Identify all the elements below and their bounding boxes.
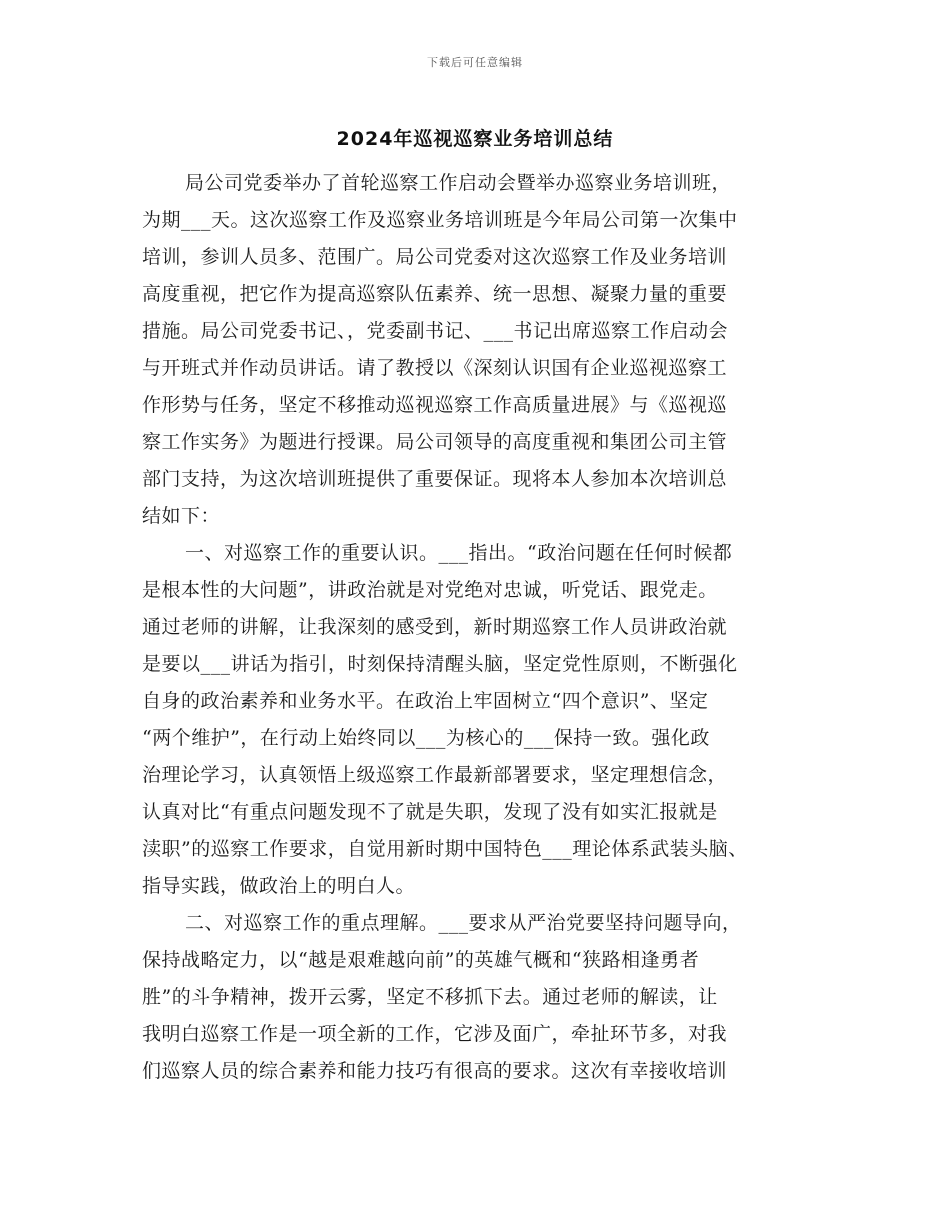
text-line: 措施。局公司党委书记、，党委副书记、___书记出席巡察工作启动会 <box>142 320 729 342</box>
text-line: 指导实践，做政治上的明白人。 <box>142 875 416 897</box>
document-body <box>142 165 814 1090</box>
text-line: 渎职”的巡察工作要求，自觉用新时期中国特色___理论体系武装头脑、 <box>142 838 748 860</box>
text-line: 一、对巡察工作的重要认识。___指出。“政治问题在任何时候都 <box>185 542 733 564</box>
text-line: 察工作实务》为题进行授课。局公司领导的高度重视和集团公司主管 <box>142 431 728 453</box>
text-line: 胜”的斗争精神，拨开云雾，坚定不移抓下去。通过老师的解读，让 <box>142 986 718 1008</box>
text-line: 与开班式并作动员讲话。请了教授以《深刻认识国有企业巡视巡察工 <box>142 357 728 379</box>
header-note: 下载后可任意编辑 <box>427 56 523 69</box>
text-line: 高度重视，把它作为提高巡察队伍素养、统一思想、凝聚力量的重要 <box>142 283 728 305</box>
text-line: 部门支持，为这次培训班提供了重要保证。现将本人参加本次培训总 <box>142 468 728 490</box>
text-line: 认真对比“有重点问题发现不了就是失职，发现了没有如实汇报就是 <box>142 801 718 823</box>
text-line: 结如下： <box>142 505 221 527</box>
text-line: 为期___天。这次巡察工作及巡察业务培训班是今年局公司第一次集中 <box>142 209 738 231</box>
text-line: 作形势与任务，坚定不移推动巡视巡察工作高质量进展》与《巡视巡 <box>142 394 728 416</box>
text-line: 自身的政治素养和业务水平。在政治上牢固树立“四个意识”、坚定 <box>142 690 709 712</box>
document-title: 2024年巡视巡察业务培训总结 <box>336 128 614 150</box>
text-line: 们巡察人员的综合素养和能力技巧有很高的要求。这次有幸接收培训 <box>142 1060 728 1082</box>
text-line: 治理论学习，认真领悟上级巡察工作最新部署要求，坚定理想信念， <box>142 764 728 786</box>
text-line: 是根本性的大问题”，讲政治就是对党绝对忠诚，听党话、跟党走。 <box>142 579 718 601</box>
text-line: 培训，参训人员多、范围广。局公司党委对这次巡察工作及业务培训 <box>142 246 728 268</box>
text-line: 通过老师的讲解，让我深刻的感受到，新时期巡察工作人员讲政治就 <box>142 616 728 638</box>
text-line: 我明白巡察工作是一项全新的工作，它涉及面广，牵扯环节多，对我 <box>142 1023 728 1045</box>
text-line: 局公司党委举办了首轮巡察工作启动会暨举办巡察业务培训班， <box>185 172 732 194</box>
text-line: 是要以___讲话为指引，时刻保持清醒头脑，坚定党性原则，不断强化 <box>142 653 738 675</box>
text-line: “两个维护”，在行动上始终同以___为核心的___保持一致。强化政 <box>142 727 710 749</box>
text-line: 二、对巡察工作的重点理解。___要求从严治党要坚持问题导向， <box>185 912 742 934</box>
text-line: 保持战略定力，以“越是艰难越向前”的英雄气概和“狭路相逢勇者 <box>142 949 700 971</box>
